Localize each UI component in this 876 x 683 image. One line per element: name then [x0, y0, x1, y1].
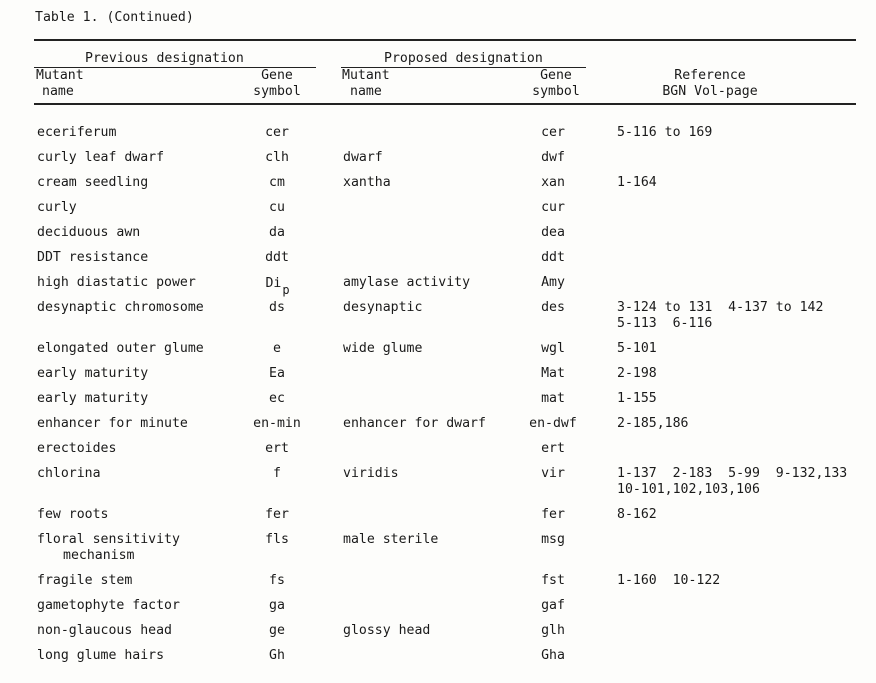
bgn-reference: [617, 366, 657, 382]
table-row: [0, 250, 876, 270]
table-row: [0, 623, 876, 643]
proposed-gene-symbol: fst: [541, 573, 565, 588]
previous-gene-symbol: clh: [265, 150, 289, 165]
proposed-mutant-name: viridis: [343, 466, 399, 481]
reference-line: 2-185,186: [617, 416, 689, 431]
previous-gene-symbol: fls: [265, 532, 289, 547]
proposed-gene-symbol: en-dwf: [529, 416, 577, 431]
previous-mutant-name: desynaptic chromosome: [37, 300, 204, 315]
previous-gene-symbol: cer: [265, 125, 289, 140]
previous-mutant-name: curly leaf dwarf: [37, 150, 165, 165]
bgn-reference: [617, 416, 688, 432]
bgn-reference: [617, 300, 823, 332]
proposed-gene-symbol: dea: [541, 225, 565, 240]
bgn-reference: [617, 175, 657, 191]
proposed-gene-symbol: msg: [541, 532, 565, 547]
previous-gene-symbol: cm: [269, 175, 285, 190]
bgn-reference: [617, 341, 657, 357]
reference-line: 1-137 2-183 5-99 9-132,133: [617, 466, 848, 481]
previous-mutant-name: non-glaucous head: [37, 623, 172, 638]
proposed-mutant-name: amylase activity: [343, 275, 471, 290]
prev-gene-header: Gene symbol: [253, 68, 301, 99]
table-row: [0, 366, 876, 386]
prop-gene-header: Gene symbol: [532, 68, 580, 99]
reference-line: 8-162: [617, 507, 657, 522]
previous-mutant-name: early maturity: [37, 391, 149, 406]
previous-mutant-name: erectoides: [37, 441, 117, 456]
previous-mutant-name: chlorina: [37, 466, 101, 481]
proposed-gene-symbol: xan: [541, 175, 565, 190]
previous-gene-symbol: ert: [265, 441, 289, 456]
proposed-gene-symbol: Mat: [541, 366, 565, 381]
bgn-reference: [617, 391, 657, 407]
previous-mutant-name: floral sensitivity mechanism: [37, 532, 180, 563]
table-row: [0, 175, 876, 195]
proposed-mutant-name: enhancer for dwarf: [343, 416, 486, 431]
proposed-mutant-name: male sterile: [343, 532, 439, 547]
proposed-gene-symbol: ddt: [541, 250, 565, 265]
proposed-gene-symbol: mat: [541, 391, 565, 406]
table-row: [0, 598, 876, 618]
gene-symbol-subscript: p: [282, 283, 290, 297]
reference-line: 1-164: [617, 175, 657, 190]
bgn-reference: [617, 573, 720, 589]
previous-gene-symbol: Dip: [265, 276, 290, 297]
table-row: [0, 225, 876, 245]
top-rule: [34, 39, 856, 41]
previous-gene-symbol: da: [269, 225, 285, 240]
table-row: [0, 391, 876, 411]
reference-header: Reference BGN Vol-page: [662, 68, 758, 99]
proposed-gene-symbol: Amy: [541, 275, 565, 290]
table-row: [0, 200, 876, 220]
previous-mutant-name: DDT resistance: [37, 250, 149, 265]
previous-mutant-name: cream seedling: [37, 175, 149, 190]
proposed-gene-symbol: gaf: [541, 598, 565, 613]
previous-gene-symbol: ddt: [265, 250, 289, 265]
proposed-designation-header: Proposed designation: [384, 51, 543, 66]
table-row: [0, 507, 876, 527]
previous-gene-symbol: f: [273, 466, 281, 481]
table-row: [0, 416, 876, 436]
previous-mutant-name: gametophyte factor: [37, 598, 180, 613]
bgn-reference: [617, 507, 657, 523]
proposed-gene-symbol: vir: [541, 466, 565, 481]
table-row: [0, 573, 876, 593]
previous-gene-symbol: e: [273, 341, 281, 356]
previous-mutant-name: enhancer for minute: [37, 416, 188, 431]
table-row: [0, 150, 876, 170]
prop-mutant-header: Mutant name: [342, 68, 390, 99]
proposed-gene-symbol: fer: [541, 507, 565, 522]
previous-gene-symbol: ds: [269, 300, 285, 315]
proposed-mutant-name: xantha: [343, 175, 391, 190]
previous-gene-symbol: Gh: [269, 648, 285, 663]
previous-gene-symbol: fs: [269, 573, 285, 588]
reference-line: 5-116 to 169: [617, 125, 713, 140]
previous-mutant-name: long glume hairs: [37, 648, 165, 663]
proposed-mutant-name: glossy head: [343, 623, 431, 638]
table-row: [0, 341, 876, 361]
proposed-mutant-name: desynaptic: [343, 300, 423, 315]
previous-gene-symbol: ga: [269, 598, 285, 613]
previous-mutant-name: high diastatic power: [37, 275, 196, 290]
previous-mutant-name: eceriferum: [37, 125, 117, 140]
header-bottom-rule: [34, 103, 856, 105]
table-title: Table 1. (Continued): [35, 10, 194, 25]
previous-gene-symbol: fer: [265, 507, 289, 522]
previous-designation-header: Previous designation: [85, 51, 244, 66]
previous-mutant-name: curly: [37, 200, 77, 215]
table-row: [0, 125, 876, 145]
reference-line: 5-113 6-116: [617, 316, 713, 331]
proposed-gene-symbol: ert: [541, 441, 565, 456]
table-row: [0, 648, 876, 668]
proposed-mutant-name: dwarf: [343, 150, 383, 165]
reference-line: 1-155: [617, 391, 657, 406]
proposed-gene-symbol: dwf: [541, 150, 565, 165]
reference-line: 1-160 10-122: [617, 573, 721, 588]
proposed-gene-symbol: Gha: [541, 648, 565, 663]
previous-gene-symbol: en-min: [253, 416, 301, 431]
proposed-gene-symbol: cer: [541, 125, 565, 140]
previous-gene-symbol: Ea: [269, 366, 285, 381]
proposed-gene-symbol: des: [541, 300, 565, 315]
previous-gene-symbol: cu: [269, 200, 285, 215]
proposed-mutant-name: wide glume: [343, 341, 423, 356]
table-row: [0, 441, 876, 461]
previous-mutant-name: early maturity: [37, 366, 149, 381]
reference-line: 3-124 to 131 4-137 to 142: [617, 300, 824, 315]
previous-mutant-name: elongated outer glume: [37, 341, 204, 356]
previous-mutant-name: fragile stem: [37, 573, 133, 588]
proposed-gene-symbol: glh: [541, 623, 565, 638]
table-row: [0, 466, 876, 497]
table-row: [0, 532, 876, 563]
bgn-reference: [617, 125, 712, 141]
prev-mutant-header: Mutant name: [36, 68, 84, 99]
proposed-gene-symbol: cur: [541, 200, 565, 215]
previous-gene-symbol: ec: [269, 391, 285, 406]
table-row: [0, 300, 876, 331]
previous-mutant-name: deciduous awn: [37, 225, 141, 240]
previous-mutant-name-continued: mechanism: [63, 548, 135, 563]
bgn-reference: [617, 466, 847, 498]
previous-gene-symbol: ge: [269, 623, 285, 638]
reference-line: 5-101: [617, 341, 657, 356]
table-row: [0, 275, 876, 295]
reference-line: 10-101,102,103,106: [617, 482, 760, 497]
proposed-gene-symbol: wgl: [541, 341, 565, 356]
previous-mutant-name: few roots: [37, 507, 109, 522]
reference-line: 2-198: [617, 366, 657, 381]
